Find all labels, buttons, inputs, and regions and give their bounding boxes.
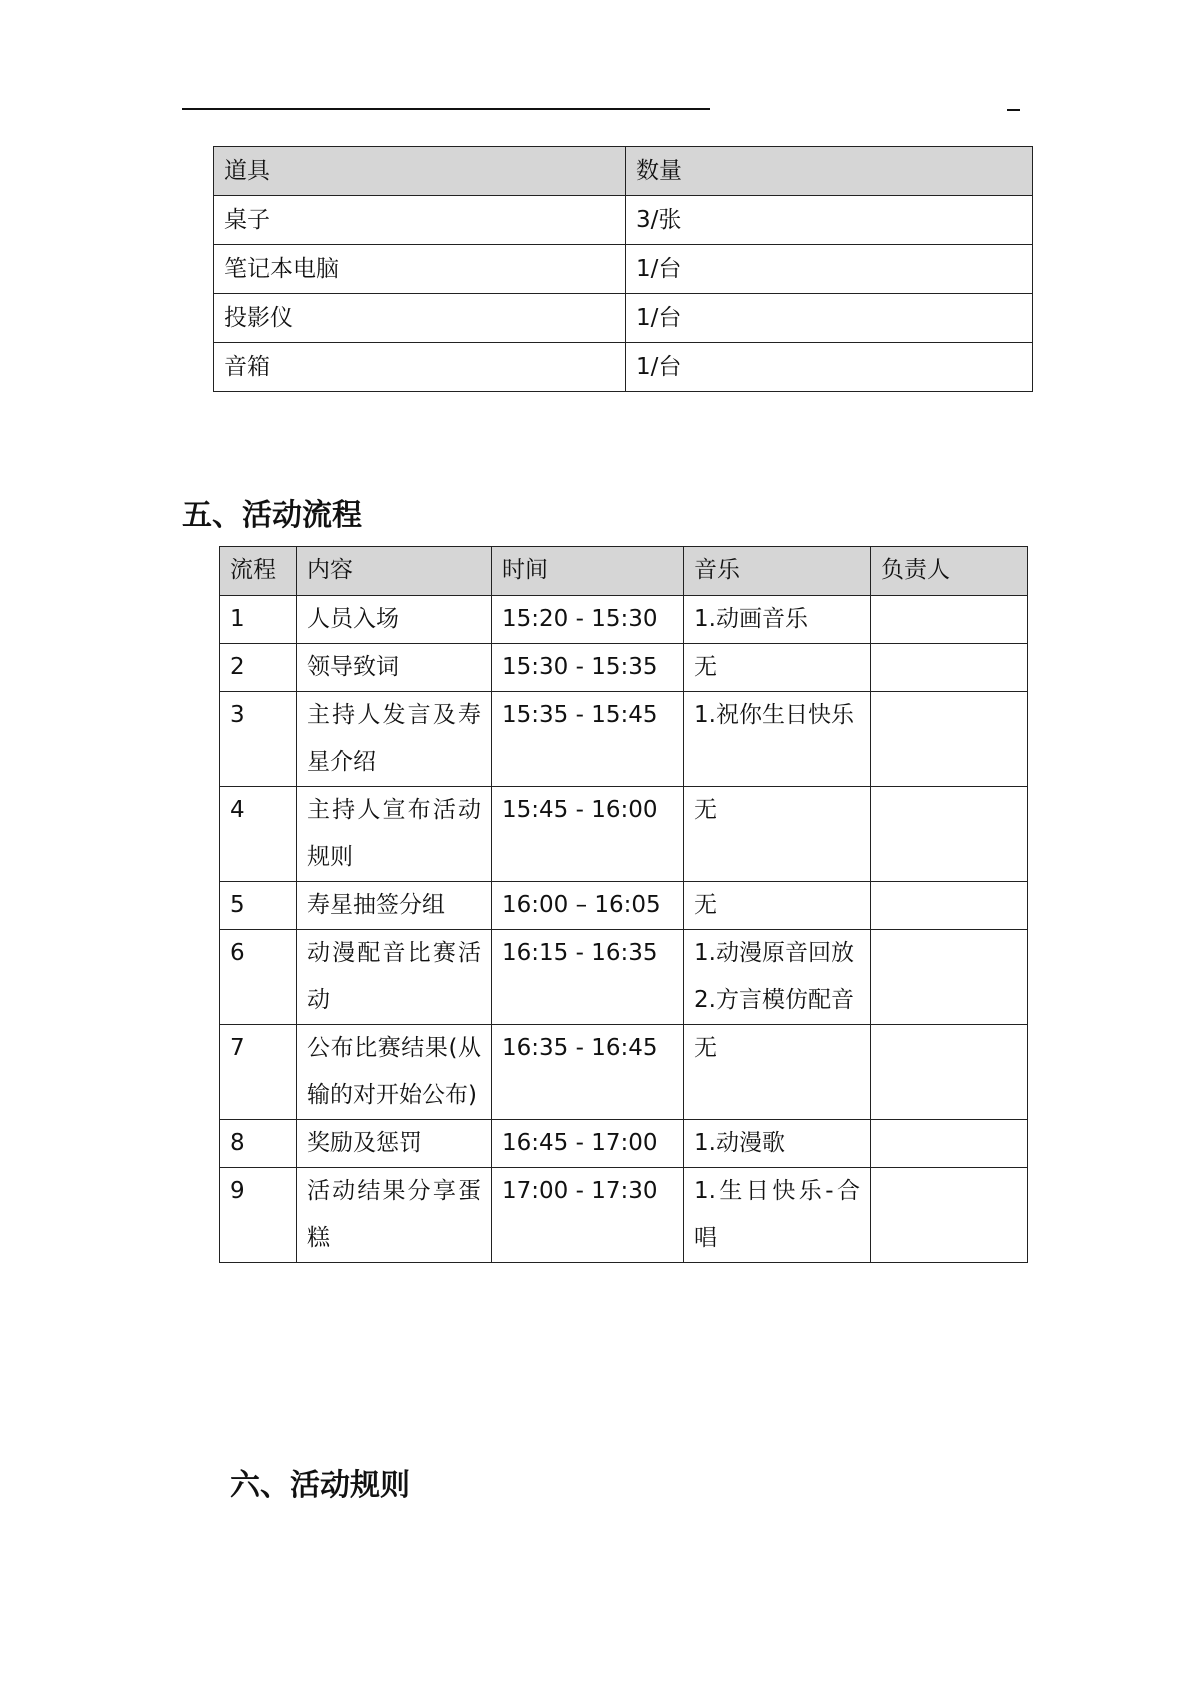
props-quantity-cell: 1/台 [626,294,1033,343]
flow-music-cell: 1.祝你生日快乐 [684,692,871,787]
flow-content-cell: 奖励及惩罚 [297,1120,492,1168]
flow-step-cell: 5 [220,882,297,930]
flow-time-cell: 16:00 – 16:05 [492,882,684,930]
flow-time-cell: 15:35 - 15:45 [492,692,684,787]
flow-content-cell: 领导致词 [297,644,492,692]
table-row [220,596,1028,644]
props-header-quantity: 数量 [626,147,1033,196]
flow-music-cell: 无 [684,882,871,930]
props-item-cell: 投影仪 [214,294,626,343]
flow-content-cell: 寿星抽签分组 [297,882,492,930]
flow-step-cell: 4 [220,787,297,882]
flow-content-cell: 主持人宣布活动规则 [297,787,492,882]
flow-music-cell: 无 [684,1025,871,1120]
flow-step-cell: 7 [220,1025,297,1120]
flow-header-time: 时间 [492,547,684,596]
table-row [220,1168,1028,1263]
flow-time-cell: 15:30 - 15:35 [492,644,684,692]
props-quantity-cell: 1/台 [626,245,1033,294]
flow-time-cell: 15:45 - 16:00 [492,787,684,882]
flow-header-step: 流程 [220,547,297,596]
flow-step-cell: 9 [220,1168,297,1263]
flow-time-cell: 16:35 - 16:45 [492,1025,684,1120]
props-table [213,146,1033,392]
flow-owner-cell [871,1025,1028,1120]
props-header-row [214,147,1033,196]
flow-content-cell: 主持人发言及寿星介绍 [297,692,492,787]
flow-table [219,546,1028,1263]
table-row [220,692,1028,787]
flow-music-cell: 无 [684,644,871,692]
table-row [220,882,1028,930]
flow-owner-cell [871,596,1028,644]
table-row [220,787,1028,882]
flow-music-cell: 1.动画音乐 [684,596,871,644]
flow-owner-cell [871,882,1028,930]
flow-time-cell: 16:45 - 17:00 [492,1120,684,1168]
table-row [220,1025,1028,1120]
props-quantity-cell: 1/台 [626,343,1033,392]
section-heading-flow: 五、活动流程 [182,498,362,533]
table-row [214,245,1033,294]
flow-content-cell: 活动结果分享蛋糕 [297,1168,492,1263]
flow-step-cell: 6 [220,930,297,1025]
header-rule-line [182,108,710,110]
table-row [220,1120,1028,1168]
flow-time-cell: 15:20 - 15:30 [492,596,684,644]
props-item-cell: 桌子 [214,196,626,245]
flow-music-cell: 无 [684,787,871,882]
flow-header-row [220,547,1028,596]
flow-music-cell: 1.动漫歌 [684,1120,871,1168]
flow-step-cell: 2 [220,644,297,692]
flow-header-owner: 负责人 [871,547,1028,596]
flow-music-cell: 1.动漫原音回放 2.方言模仿配音 [684,930,871,1025]
flow-table-body [220,596,1028,1263]
flow-step-cell: 8 [220,1120,297,1168]
flow-step-cell: 1 [220,596,297,644]
flow-owner-cell [871,1168,1028,1263]
flow-owner-cell [871,1120,1028,1168]
table-row [214,294,1033,343]
flow-music-cell: 1.生日快乐-合唱 [684,1168,871,1263]
props-header-item: 道具 [214,147,626,196]
flow-owner-cell [871,787,1028,882]
flow-owner-cell [871,692,1028,787]
flow-owner-cell [871,930,1028,1025]
table-row [220,644,1028,692]
table-row [220,930,1028,1025]
flow-owner-cell [871,644,1028,692]
flow-content-cell: 公布比赛结果(从输的对开始公布) [297,1025,492,1120]
flow-time-cell: 17:00 - 17:30 [492,1168,684,1263]
flow-content-cell: 人员入场 [297,596,492,644]
flow-header-content: 内容 [297,547,492,596]
flow-time-cell: 16:15 - 16:35 [492,930,684,1025]
props-item-cell: 音箱 [214,343,626,392]
props-quantity-cell: 3/张 [626,196,1033,245]
section-heading-rules: 六、活动规则 [230,1468,410,1503]
flow-content-cell: 动漫配音比赛活动 [297,930,492,1025]
table-row [214,196,1033,245]
props-item-cell: 笔记本电脑 [214,245,626,294]
flow-step-cell: 3 [220,692,297,787]
table-row [214,343,1033,392]
header-dash-mark [1007,109,1020,111]
flow-header-music: 音乐 [684,547,871,596]
